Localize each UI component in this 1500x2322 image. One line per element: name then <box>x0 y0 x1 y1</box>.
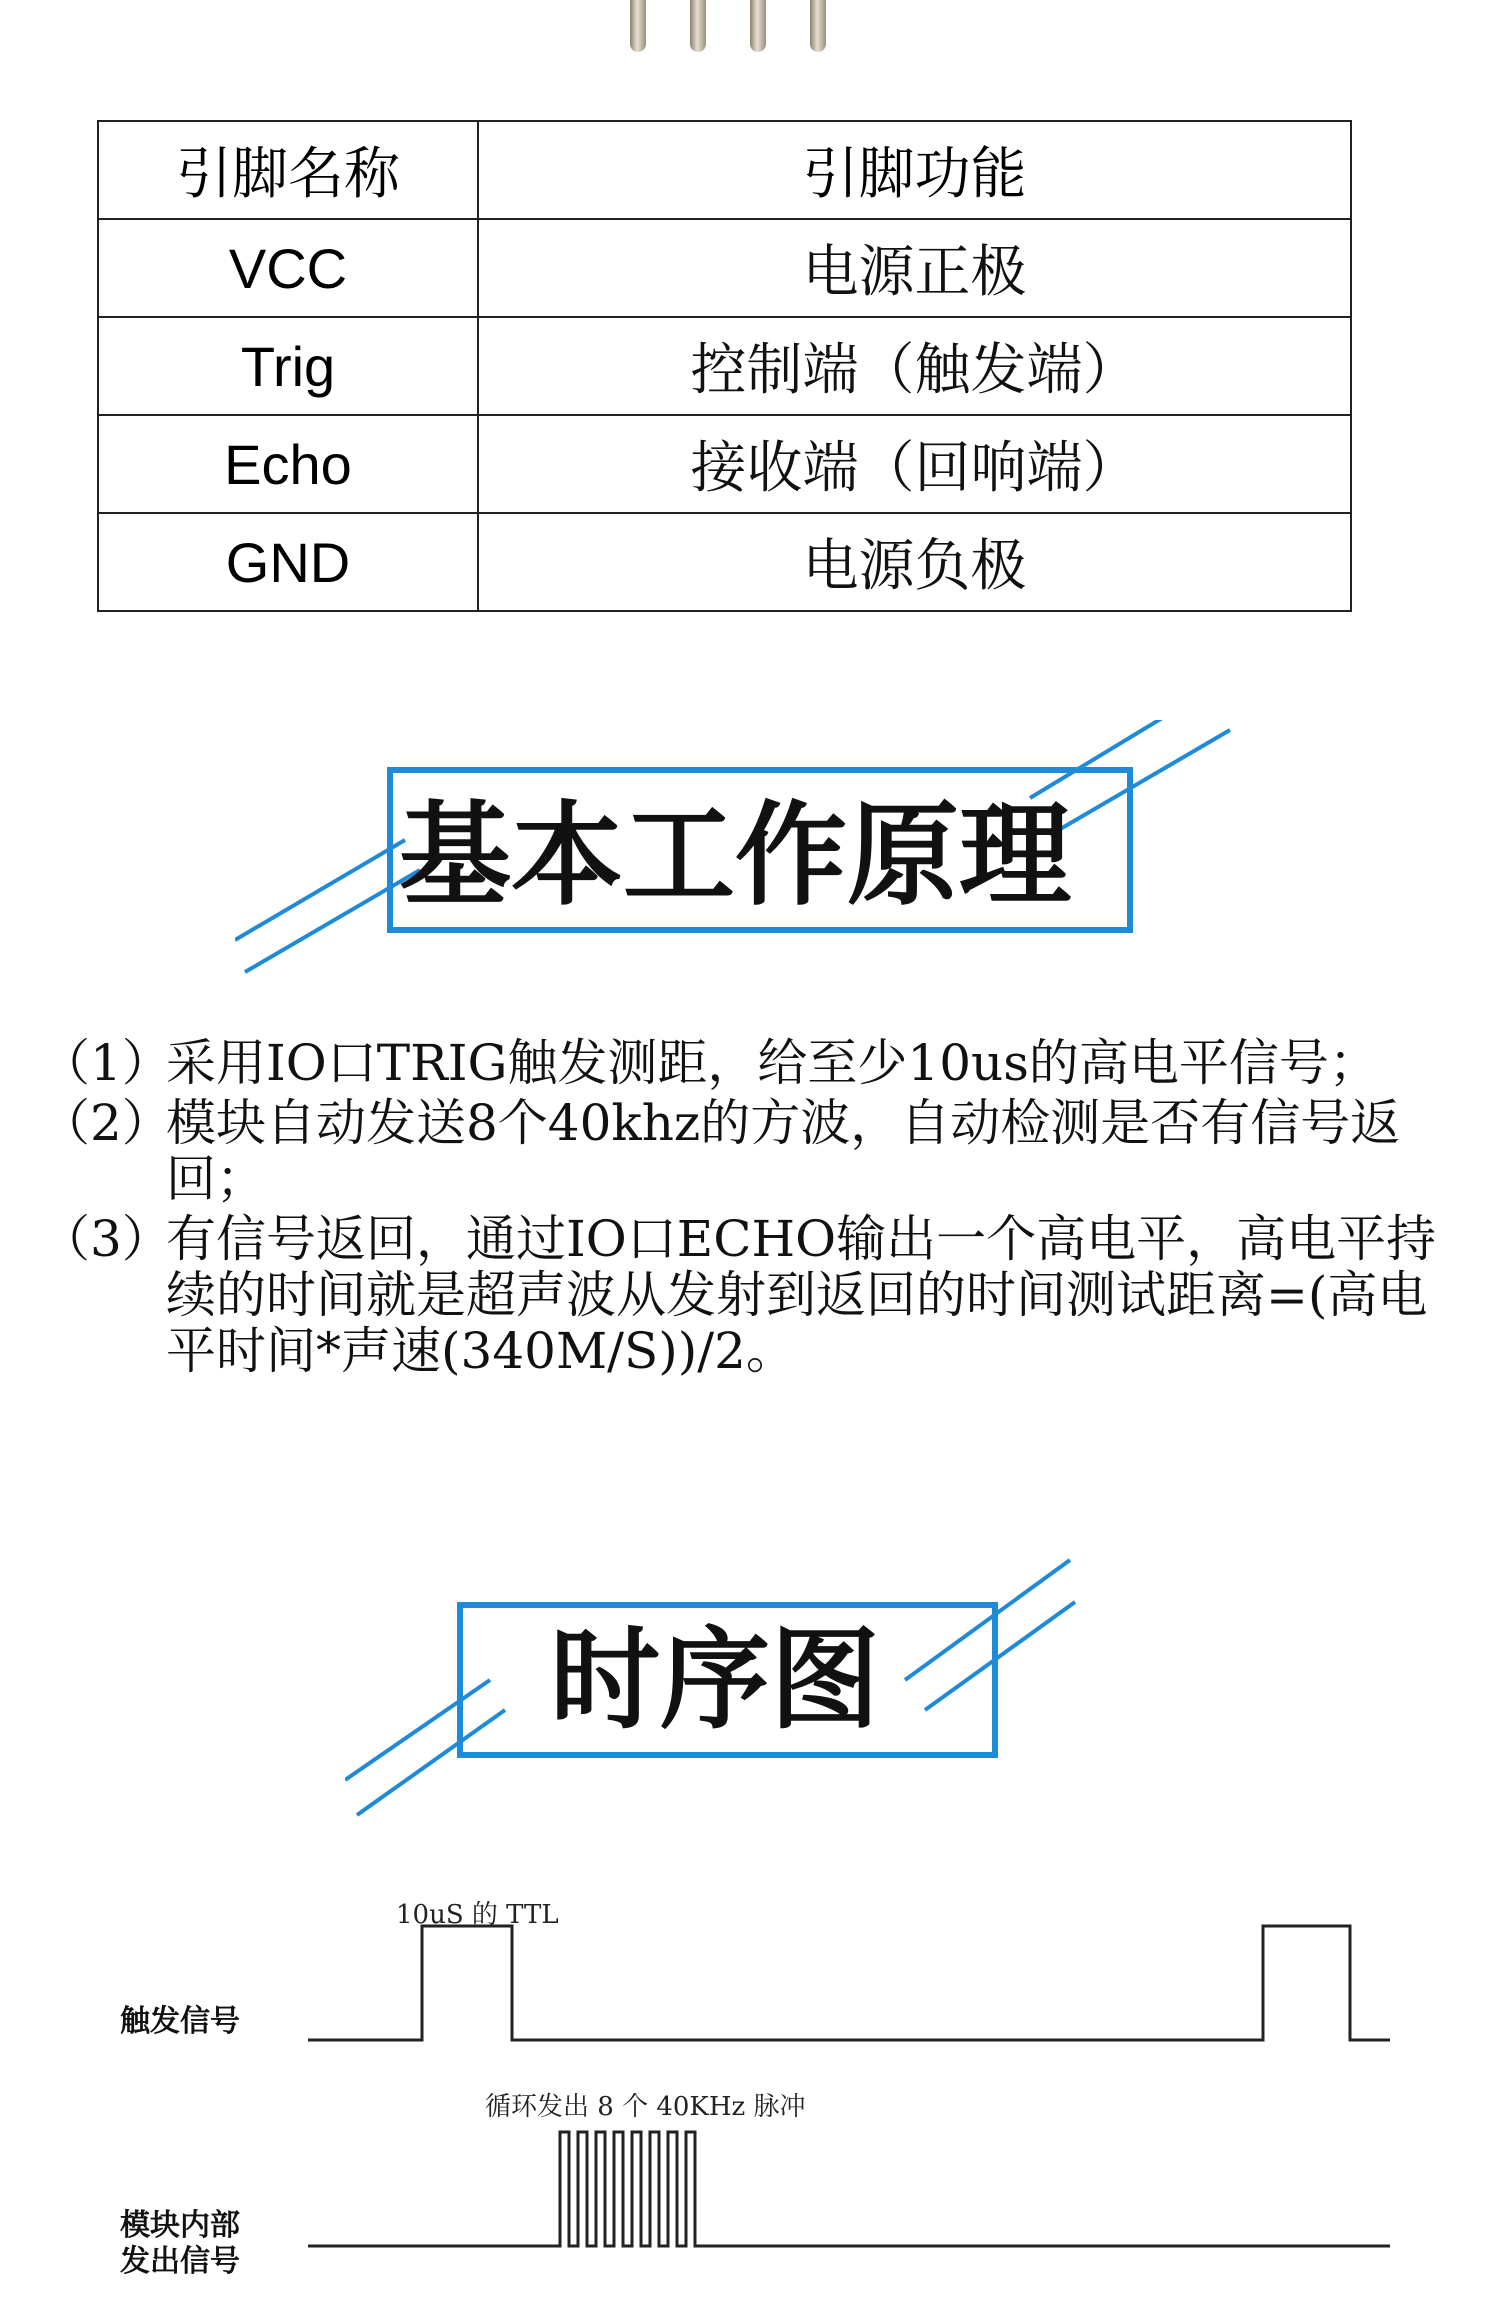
pin-table <box>97 120 1352 612</box>
section-title: 基本工作原理 <box>399 791 1071 921</box>
trigger-annotation: 10uS 的 TTL <box>396 1900 559 1930</box>
table-row <box>98 513 1351 611</box>
burst-waveform <box>308 2132 1390 2246</box>
header-pin-name: 引脚名称 <box>98 121 478 219</box>
pin-image <box>630 0 646 52</box>
table-row <box>98 317 1351 415</box>
item-text: 有信号返回，通过IO口ECHO输出一个高电平，高电平持续的时间就是超声波从发射到返回的时间测试距离=(高电平时间*声速(340M/S))/2。 <box>166 1210 1437 1380</box>
pin-function-cell: 控制端（触发端） <box>478 317 1351 415</box>
header-pin-function: 引脚功能 <box>478 121 1351 219</box>
table-header-row <box>98 121 1351 219</box>
pin-function-cell: 电源正极 <box>478 219 1351 317</box>
list-item <box>40 1211 1460 1379</box>
pin-function-cell: 电源负极 <box>478 513 1351 611</box>
timing-diagram <box>100 1862 1400 2322</box>
pin-image <box>690 0 706 52</box>
module-label-line1: 模块内部 <box>120 2208 240 2243</box>
pin-image <box>750 0 766 52</box>
timing-header <box>345 1540 1085 1820</box>
pin-name-cell: Trig <box>98 317 478 415</box>
pin-function-cell: 接收端（回响端） <box>478 415 1351 513</box>
pin-name-cell: Echo <box>98 415 478 513</box>
pin-name-cell: GND <box>98 513 478 611</box>
trigger-label: 触发信号 <box>120 2004 240 2039</box>
principles-list <box>40 1035 1460 1383</box>
list-item <box>40 1095 1460 1207</box>
sensor-pins <box>610 0 830 60</box>
item-number: （2） <box>40 1094 172 1152</box>
item-text: 采用IO口TRIG触发测距，给至少10us的高电平信号； <box>166 1034 1379 1092</box>
item-number: （1） <box>40 1034 172 1092</box>
burst-annotation: 循环发出 8 个 40KHz 脉冲 <box>485 2092 806 2122</box>
section-title: 时序图 <box>550 1616 880 1744</box>
module-label-line2: 发出信号 <box>120 2244 240 2279</box>
trigger-waveform <box>308 1926 1390 2040</box>
principle-header <box>235 720 1235 980</box>
item-text: 模块自动发送8个40khz的方波，自动检测是否有信号返回； <box>166 1094 1401 1208</box>
table-row <box>98 219 1351 317</box>
pin-image <box>810 0 826 52</box>
pin-name-cell: VCC <box>98 219 478 317</box>
item-number: （3） <box>40 1210 172 1268</box>
table-row <box>98 415 1351 513</box>
list-item <box>40 1035 1460 1091</box>
